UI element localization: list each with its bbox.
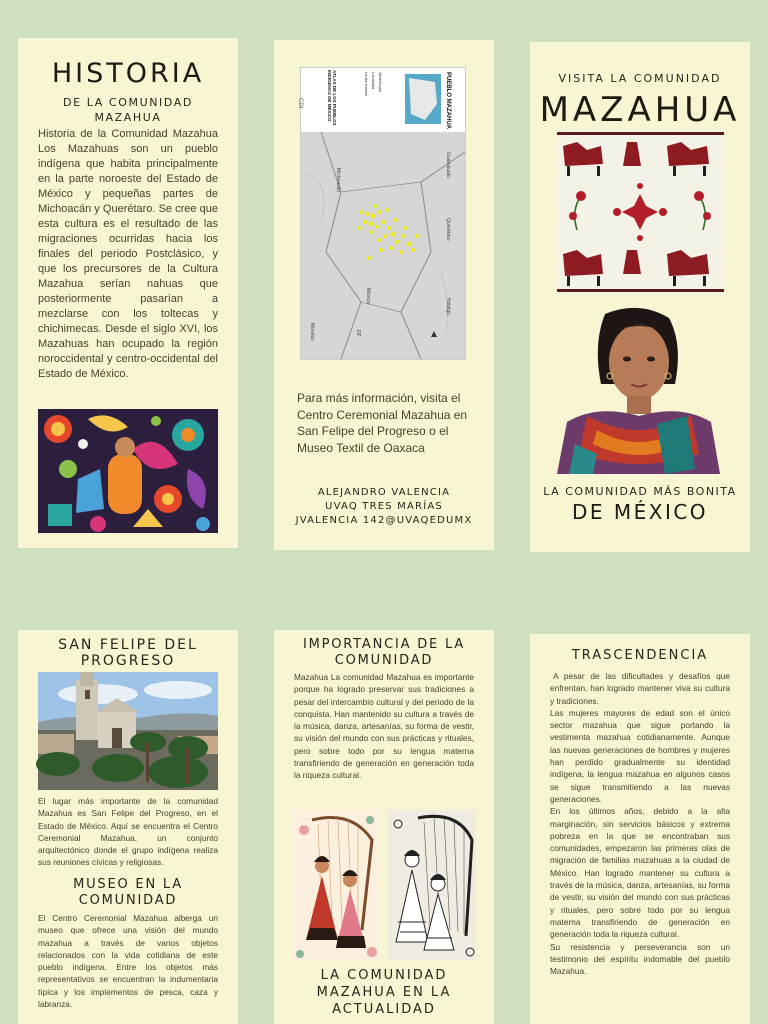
san-felipe-church-photo (38, 672, 218, 790)
cover-tagline: LA COMUNIDAD MÁS BONITA (543, 485, 737, 498)
author-name: ALEJANDRO VALENCIA (317, 487, 451, 498)
importancia-title: IMPORTANCIA DE LA COMUNIDAD (302, 637, 466, 668)
harp-musicians-illustration-bw (388, 810, 476, 960)
map-label-queretaro: Querétaro (445, 218, 451, 241)
map-legend-title: Simbología (378, 72, 383, 93)
map-header (297, 68, 465, 133)
map-cdi-logo: CDI (297, 98, 303, 109)
cover-tagline-2: DE MÉXICO (571, 500, 709, 524)
info-panel (274, 40, 494, 550)
trascendencia-p3: En los últimos años, debido a la alta marginación, sin servicios básicos y extrema pobreza en la que se encontraban sus comunidades, empezaron las primeras olas de migración de familias mazahuas a la ciudad de México. Han logrado mantener su cultura a través de la música, danza, artesanías, su forma de vestir, su visión del mundo con sus prácticas y rituales, pero sobre todo por su lengua materna transfiriendo de generación en generación toda la riqueza cultural. (550, 806, 730, 940)
historia-subtitle: DE LA COMUNIDAD MAZAHUA (63, 96, 193, 124)
cover-mazahua-title: MAZAHUA (539, 90, 741, 130)
mexican-folk-art-illustration (38, 409, 218, 533)
map-label-michoacan: Michoacán (335, 168, 341, 193)
pueblo-mazahua-map (297, 67, 466, 360)
historia-panel (18, 38, 238, 548)
map-label-hidalgo: Hidalgo (445, 298, 451, 315)
sanfelipe-text: El lugar más importante de la comunidad Mazahua es San Felipe del Progreso, en el Estado de México. Aquí se encuentra el Centro Ceremonial Mazahua, un conjunto arquitectónico donde el grupo indígena realiza sus reuniones cívicas y religiosas. (38, 796, 218, 868)
author-org: UVAQ TRES MARÍAS (325, 501, 443, 512)
importancia-panel (274, 630, 494, 1024)
map-label-mexico: México (365, 288, 371, 304)
importancia-text: Mazahua La comunidad Mazahua es importante porque ha logrado preservar sus tradiciones a pesar del intercambio cultural y del periodo de la conquista. Han mantenido su cultura a través de la música, danza, artesanías, su forma de vestir, su visión del mundo con sus prácticas y rituales, pero sobre todo por su lengua materna transfiriendo de generación en generación toda la riqueza cultural. (294, 672, 474, 781)
historia-title: HISTORIA (51, 58, 205, 89)
author-email: JVALENCIA 142@UVAQEDUMX (295, 515, 473, 526)
trascendencia-p1: A pesar de las dificultades y desafíos que enfrentan, han logrado mantener viva su cultura y tradiciones. (550, 671, 730, 706)
historia-text: Historia de la Comunidad Mazahua Los Mazahuas son un pueblo indígena que habita principalmente en la parte noroeste del Estado de México y pequeñas partes de Michoacán y Querétaro. Se cree que esta cultura es el resultado de las migraciones ocurridas hacia los finales del periodo Postclásico, y que los precursores de la Cultura Mazahua serían nahuas que posteriormente pasarían a mezclarse con los toltecas y chichimecas. Desde el siglo XVI, los Mazahuas han ocupado la región noroccidental y centro-occidental del Estado de México. (38, 128, 218, 380)
actualidad-title: LA COMUNIDAD MAZAHUA EN LA ACTUALIDAD (316, 968, 452, 1017)
mazahua-woman-portrait (557, 304, 720, 474)
map-legend (363, 72, 397, 128)
map-legend-item: Límite estatal (364, 72, 369, 96)
map-label-morelos: Morelos (309, 323, 315, 341)
cover-visita: VISITA LA COMUNIDAD (558, 72, 722, 85)
trascendencia-title: TRASCENDENCIA (571, 648, 709, 663)
map-label-df: DF (355, 330, 361, 337)
harp-musicians-illustration-color (292, 810, 380, 960)
map-atlas-label: ATLAS DE LOS PUEBLOS INDÍGENAS DE MÉXICO (327, 70, 337, 126)
trascendencia-panel (530, 634, 750, 1024)
trascendencia-p2: Las mujeres mayores de edad son el único sector mazahua que sigue portando la vestimenta mazahua cotidianamente. Aunque las nuevas generaciones de hombres y mujeres han perdido gradualmente su identidad indígena, la lengua mazahua en algunos casos se sigue transmitiendo a las nuevas generaciones. (550, 707, 730, 804)
map-header-title: PUEBLO MAZAHUA (445, 72, 451, 129)
embroidery-textile-image (557, 130, 724, 294)
museo-title: MUSEO EN LA COMUNIDAD (73, 877, 183, 908)
cover-panel (530, 42, 750, 552)
museo-text: El Centro Ceremonial Mazahua alberga un museo que ofrece una visión del mundo mazahua a través de varios objetos relacionados con la vida cotidiana de este pueblo indígena. Entre los objetos más representativos se encuentran la indumentaria típica y los implementos de pesca, caza y labranza. (38, 913, 218, 1010)
map-inset (405, 74, 441, 124)
sanfelipe-title: SAN FELIPE DEL PROGRESO (58, 637, 198, 669)
map-label-guanajuato: Guanajuato (445, 152, 451, 178)
info-text: Para más información, visita el Centro Ceremonial Mazahua en San Felipe del Progreso o el Museo Textil de Oaxaca (297, 391, 468, 455)
trascendencia-body (550, 670, 730, 977)
sanfelipe-panel (18, 630, 238, 1024)
trascendencia-p4: Su resistencia y perseverancia son un testimonio del espíritu indomable del pueblo Mazahua. (550, 941, 730, 977)
map-legend-item: Localidad (371, 72, 376, 90)
